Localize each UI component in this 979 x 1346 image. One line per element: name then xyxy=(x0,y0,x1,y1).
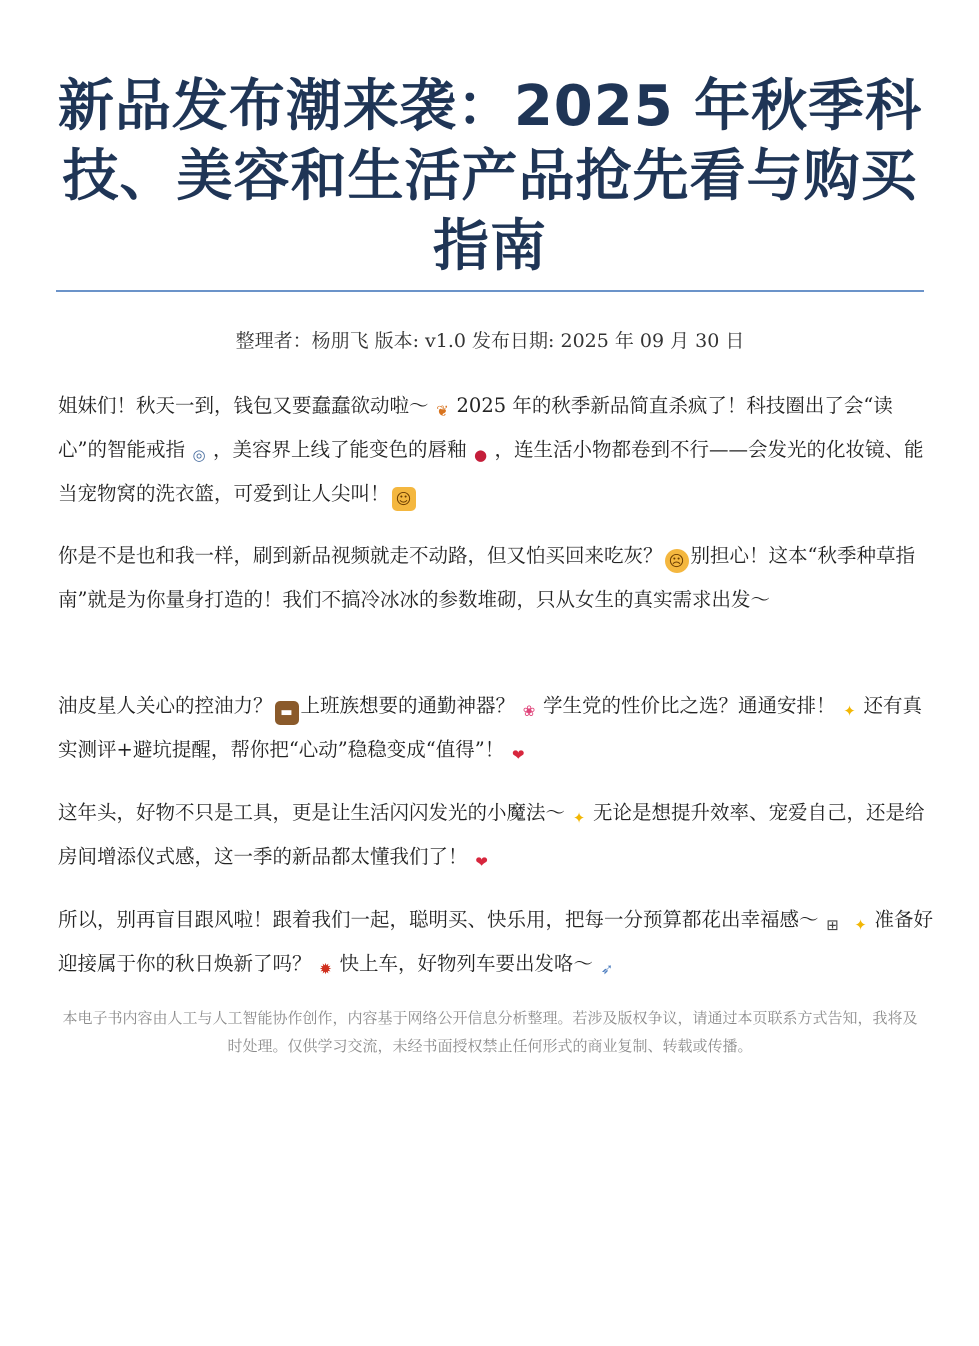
confused-face-icon: ☹ xyxy=(665,549,689,573)
sparkles-icon: ✦ xyxy=(843,702,856,720)
paragraph-text: 姐妹们！秋天一到，钱包又要蠢蠢欲动啦～ xyxy=(58,394,429,417)
paragraph-text: 无论是想提升效率、宠爱自己，还是给房间增添仪式感，这一季的新品都太懂我们了！ xyxy=(58,801,925,868)
paragraph-magic xyxy=(58,791,938,879)
paragraph-text: 油皮星人关心的控油力？ xyxy=(58,694,273,717)
sparkling-heart-icon: ❤ xyxy=(475,853,488,871)
title-divider xyxy=(56,290,924,292)
fallen-leaf-icon: ❦ xyxy=(436,402,449,420)
sparkling-heart-icon: ❤ xyxy=(511,746,525,764)
paragraph-text: 还有真实测评+避坑提醒，帮你把“心动”稳稳变成“值得”！ xyxy=(58,694,923,761)
paragraph-text: 这年头，好物不只是工具，更是让生活闪闪发光的小魔法～ xyxy=(58,801,566,824)
paragraph-worry xyxy=(58,534,938,622)
lips-icon: ● xyxy=(473,446,488,464)
shopping-cart-icon: ⊞ xyxy=(826,916,839,934)
paragraph-text: 准备好迎接属于你的秋日焕新了吗？ xyxy=(58,908,934,975)
paragraph-closing xyxy=(58,898,938,986)
paragraph-text: ，美容界上线了能变色的唇釉 xyxy=(212,438,467,461)
ring-icon: ◎ xyxy=(192,446,206,464)
paragraph-text: ，连生活小物都卷到不行——会发光的化妆镜、能当宠物窝的洗衣篮，可爱到让人尖叫！ xyxy=(58,438,924,505)
document-meta: 整理者：杨朋飞 版本: v1.0 发布日期: 2025 年 09 月 30 日 xyxy=(235,330,745,352)
sparkles-icon: ✦ xyxy=(854,916,867,934)
paragraph-audience xyxy=(58,684,938,772)
rocket-icon: ➶ xyxy=(600,960,614,978)
copyright-notice: 本电子书内容由人工与人工智能协作创作，内容基于网络公开信息分析整理。若涉及版权争议，请通过本页联系方式告知，我将及时处理。仅供学习交流，未经书面授权禁止任何形式的商业复制、转载或传播。 xyxy=(62,1009,918,1055)
paragraph-text: 所以，别再盲目跟风啦！跟着我们一起，聪明买、快乐用，把每一分预算都花出幸福感～ xyxy=(58,908,819,931)
paragraph-text: 别担心！这本“秋季种草指南”就是为你量身打造的！我们不搞冷冰冰的参数堆砌，只从女生的真实需求出发～ xyxy=(58,544,915,611)
paragraph-text: 学生党的性价比之选？通通安排！ xyxy=(543,694,836,717)
maple-leaf-icon: ✹ xyxy=(319,960,332,978)
briefcase-icon: ▬ xyxy=(275,701,299,725)
paragraph-text: 2025 年的秋季新品简直杀疯了！科技圈出了会“读心”的智能戒指 xyxy=(58,394,893,461)
paragraph-intro xyxy=(58,384,938,516)
ribbon-icon: ❀ xyxy=(522,702,536,720)
page-title: 新品发布潮来袭：2025 年秋季科技、美容和生活产品抢先看与购买指南 xyxy=(57,74,923,279)
sparkles-icon: ✦ xyxy=(572,809,586,827)
screaming-cat-icon: ☺ xyxy=(392,487,416,511)
paragraph-text: 快上车，好物列车要出发咯～ xyxy=(339,952,594,975)
paragraph-text: 你是不是也和我一样，刷到新品视频就走不动路，但又怕买回来吃灰？ xyxy=(58,544,663,567)
paragraph-text: 上班族想要的通勤神器？ xyxy=(300,694,516,717)
